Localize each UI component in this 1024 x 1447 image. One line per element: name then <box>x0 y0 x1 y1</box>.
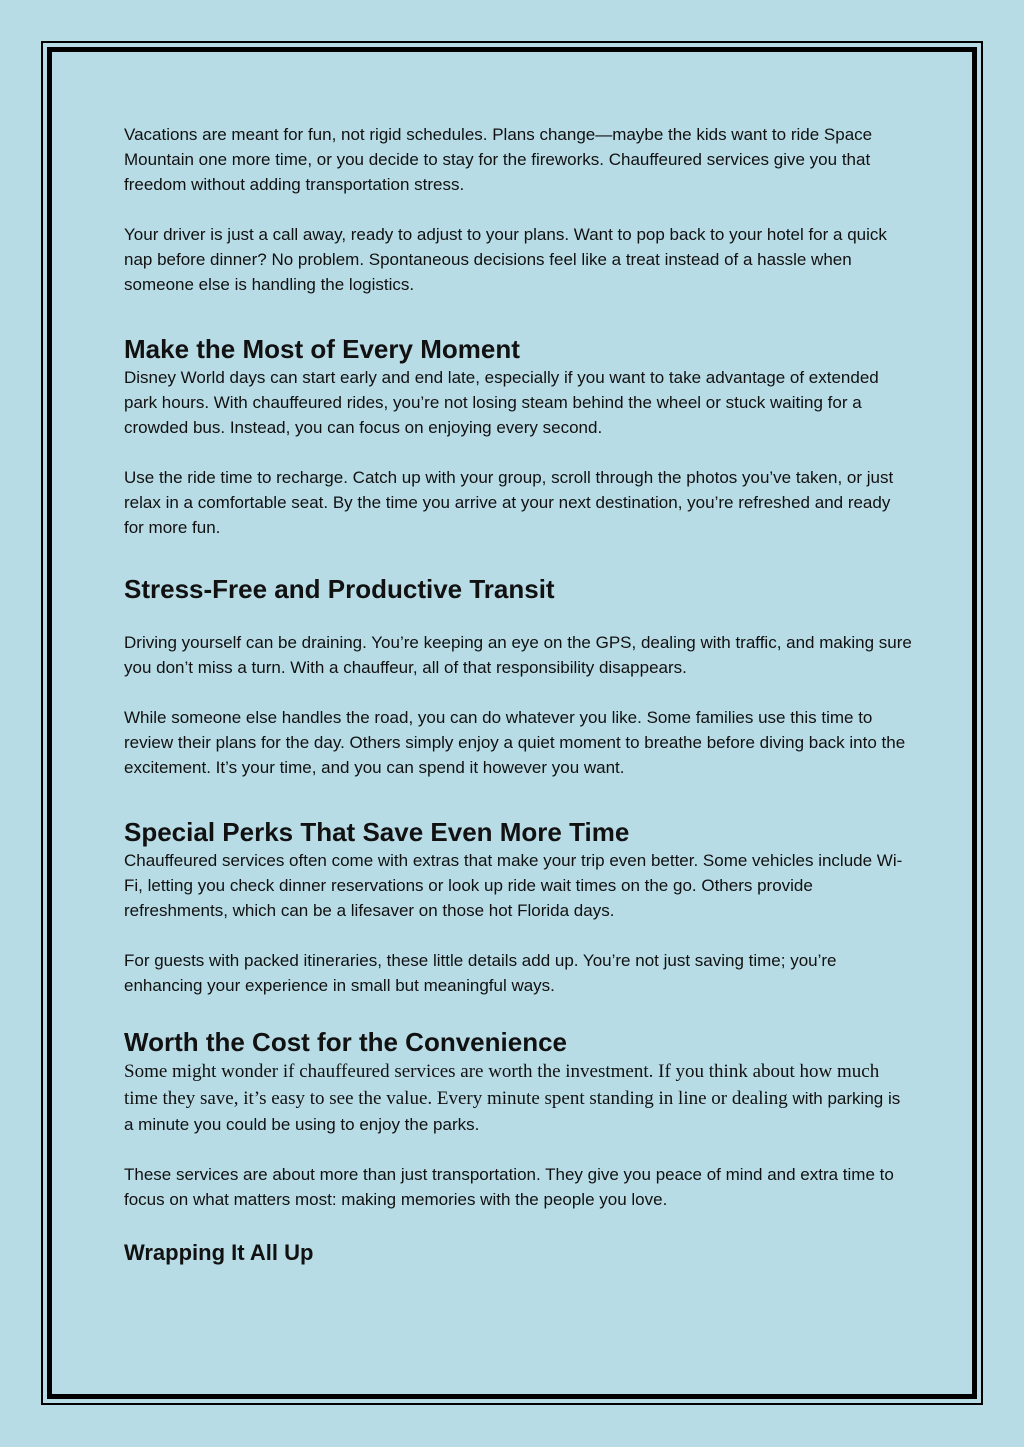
document-body <box>124 122 914 1267</box>
cost-paragraph-1-serif-text: Some might wonder if chauffeured services are worth the investment. If you think about how much time they save, it’s easy to see the value. Every minute spent standing in line or dealing <box>124 1061 880 1109</box>
heading-stress-free-transit: Stress-Free and Productive Transit <box>124 574 555 604</box>
perks-paragraph-1: Chauffeured services often come with extras that make your trip even better. Some vehicles include Wi-Fi, letting you check dinner reservations or look up ride wait times on the go. Others provide refreshments, which can be a lifesaver on those hot Florida days. <box>124 851 903 920</box>
transit-paragraph-2: While someone else handles the road, you can do whatever you like. Some families use this time to review their plans for the day. Others simply enjoy a quiet moment to breathe before diving back into the excitement. It’s your time, and you can spend it however you want. <box>124 708 906 777</box>
cost-paragraph-1-sans-text: with parking is a minute you could be using to enjoy the parks. <box>124 1089 901 1134</box>
intro-paragraph-2: Your driver is just a call away, ready to adjust to your plans. Want to pop back to your hotel for a quick nap before dinner? No problem. Spontaneous decisions feel like a treat instead of a hassle when someone else is handling the logistics. <box>124 225 887 294</box>
perks-paragraph-2: For guests with packed itineraries, these little details add up. You’re not just saving time; you’re enhancing your experience in small but meaningful ways. <box>124 951 837 995</box>
cost-paragraph-1 <box>124 1058 914 1137</box>
moment-paragraph-2: Use the ride time to recharge. Catch up with your group, scroll through the photos you’ve taken, or just relax in a comfortable seat. By the time you arrive at your next destination, you’re refreshed and ready for more fun. <box>124 468 894 537</box>
moment-paragraph-1: Disney World days can start early and end late, especially if you want to take advantage of extended park hours. With chauffeured rides, you’re not losing steam behind the wheel or stuck waiting for a crowded bus. Instead, you can focus on enjoying every second. <box>124 368 879 437</box>
intro-paragraph-1: Vacations are meant for fun, not rigid schedules. Plans change—maybe the kids want to ride Space Mountain one more time, or you decide to stay for the fireworks. Chauffeured services give you that freedom without adding transportation stress. <box>124 125 873 194</box>
heading-wrapping-up: Wrapping It All Up <box>124 1240 314 1265</box>
heading-make-the-most: Make the Most of Every Moment <box>124 334 520 364</box>
transit-paragraph-1: Driving yourself can be draining. You’re keeping an eye on the GPS, dealing with traffic, and making sure you don’t miss a turn. With a chauffeur, all of that responsibility disappears. <box>124 633 912 677</box>
cost-paragraph-2: These services are about more than just transportation. They give you peace of mind and extra time to focus on what matters most: making memories with the people you love. <box>124 1165 894 1209</box>
heading-worth-the-cost: Worth the Cost for the Convenience <box>124 1027 567 1057</box>
heading-special-perks: Special Perks That Save Even More Time <box>124 817 630 847</box>
